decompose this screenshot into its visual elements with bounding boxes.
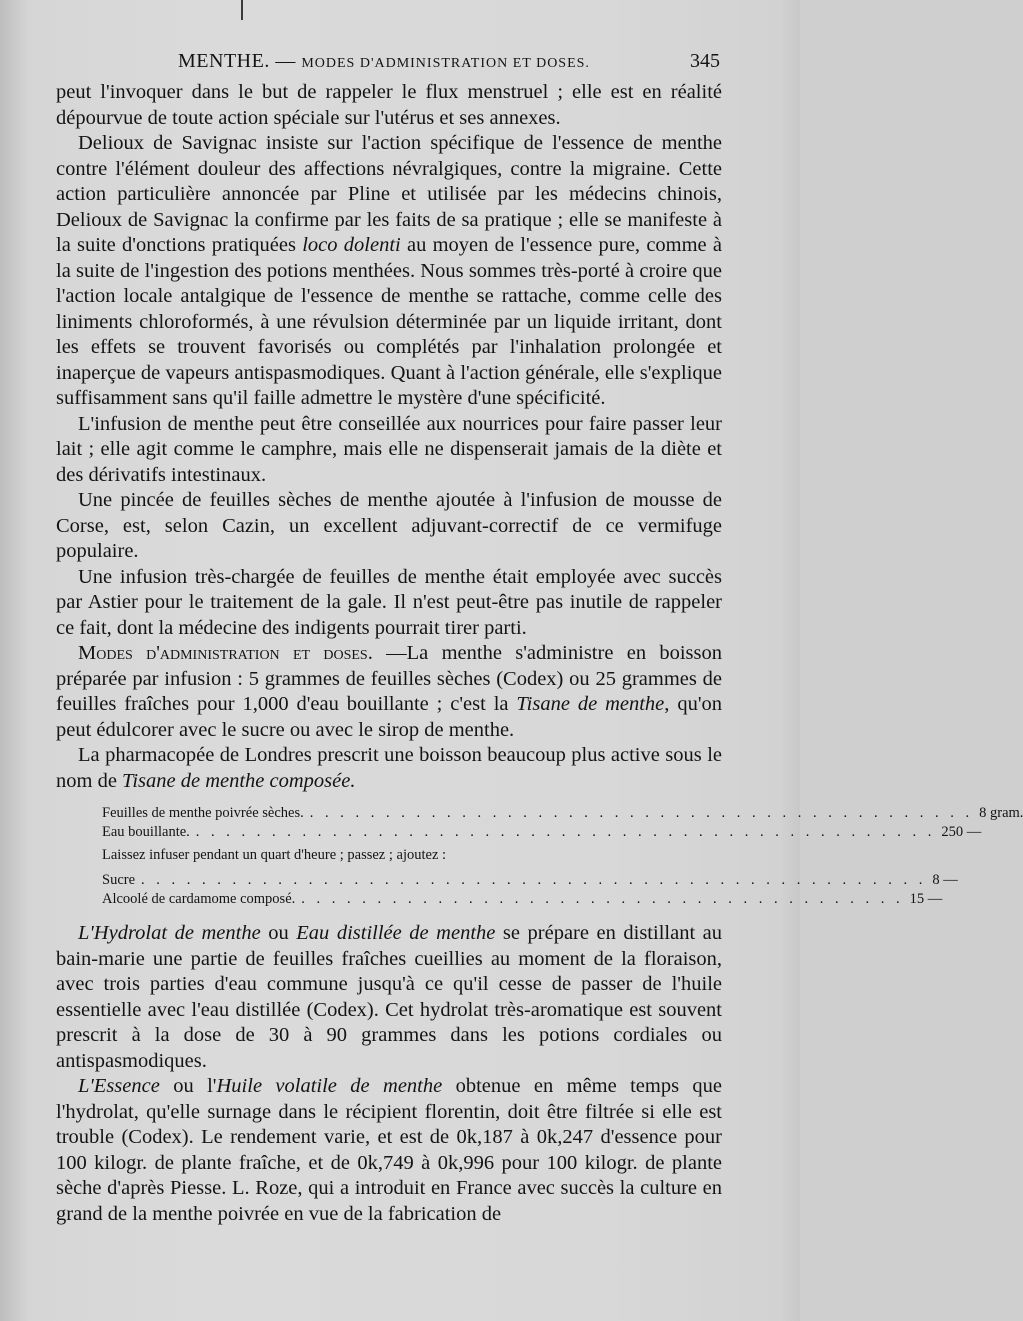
header-title: [178, 50, 590, 73]
recipe-item-label: Eau bouillante.: [102, 824, 190, 840]
paragraph-2-text-a: Delioux de Savignac insiste sur l'action spécifique de l'essence de menthe contre l'élément douleur des affections névralgiques, contre la migraine. Cette action particulière annoncée par Pline et utilisée par les médecins chinois, Delioux de Savignac la confirme par les faits de sa pratique ; elle se manifeste à la suite d'onctions pratiquées: [56, 132, 722, 256]
recipe-item-qty: 8 —: [932, 872, 958, 888]
italic-huile: Huile volatile de menthe: [216, 1075, 443, 1097]
recipe-item-qty: 15 —: [909, 891, 943, 907]
italic-l-2: L': [78, 1075, 94, 1097]
paragraph-1: peut l'invoquer dans le but de rappeler le flux menstruel ; elle est en réalité dépourvue de toute action spéciale sur l'utérus et ses annexes.: [56, 81, 722, 129]
italic-essence: Essence: [93, 1075, 160, 1097]
leader-dots: . . . . . . . . . . . . . . . . . . . . . . . . . . . . . . . . . . . . . . . . . . . . . . . . .: [195, 824, 936, 840]
recipe-item-qty: 8 gram.: [979, 805, 1023, 821]
header-title-main: MENTHE.: [178, 50, 270, 72]
paragraph-6-text-a: —La menthe s'administre en boisson préparée par infusion : 5 grammes de feuilles sèches (Codex) ou 25 grammes de feuilles fraîches pour 1,000 d'eau bouillante ; c'est la: [56, 642, 723, 715]
recipe-row: [102, 890, 943, 909]
recipe-row: [102, 871, 958, 890]
italic-eau-distillee: Eau distillée de menthe: [296, 922, 496, 944]
running-header: [60, 48, 720, 76]
paragraph-5: Une infusion très-chargée de feuilles de menthe était employée avec succès par Astier pour le traitement de la gale. Il n'est peut-être pas inutile de rappeler ce fait, dont la médecine des indigents pourrait tirer parti.: [56, 565, 722, 639]
paragraph-4: Une pincée de feuilles sèches de menthe ajoutée à l'infusion de mousse de Corse, est, selon Cazin, un excellent adjuvant-correctif de ce vermifuge populaire.: [56, 489, 722, 562]
paragraph-9-text: obtenue en même temps que l'hydrolat, qu'elle surnage dans le récipient florentin, doit être filtrée si elle est trouble (Codex). Le rendement varie, et est de 0k,187 à 0k,247 d'essence pour 100 kilogr. de plante fraîche, et de 0k,749 à 0k,996 pour 100 kilogr. de plante sèche d'après Piesse. L. Roze, qui a introduit en France avec succès la culture en grand de la menthe poivrée en vue de la fabrication de: [56, 1075, 723, 1225]
recipe-block: [102, 804, 1023, 909]
paragraph-7-text: La pharmacopée de Londres prescrit une boisson beaucoup plus active sous le nom de: [56, 744, 722, 792]
paragraph-9: [56, 1074, 722, 1227]
recipe-note: Laissez infuser pendant un quart d'heure ; passez ; ajoutez :: [102, 847, 447, 863]
word-ou-l: ou l': [173, 1075, 217, 1097]
recipe-item-qty: 250 —: [941, 824, 982, 840]
section-heading: Modes d'administration et doses.: [78, 642, 373, 664]
italic-l-1: L': [78, 922, 94, 944]
paragraph-7: [56, 743, 722, 794]
paragraph-6: [56, 641, 722, 743]
paragraph-2-text-b: au moyen de l'essence pure, comme à la suite de l'ingestion des potions menthées. Nous sommes très-porté à croire que l'action locale antalgique de l'essence de menthe se rattache, comme celle des liniments chloroformés, à une révulsion déterminée par un liquide irritant, dont les effets se trouvent favorisés ou complétés par l'inhalation prolongée et inaperçue de vapeurs antispasmodiques. Quant à l'action générale, elle s'explique suffisamment sans qu'il faille admettre le mystère d'une spécificité.: [56, 234, 723, 409]
header-title-sub: MODES D'ADMINISTRATION ET DOSES.: [301, 56, 590, 71]
page-fold-mark: [241, 0, 243, 20]
recipe-row: [102, 823, 982, 842]
italic-tisane-composee: Tisane de menthe composée.: [122, 769, 356, 792]
header-title-dash: —: [275, 50, 296, 72]
recipe-item-label: Feuilles de menthe poivrée sèches.: [102, 805, 304, 821]
recipe-item-label: Alcoolé de cardamome composé.: [102, 891, 296, 907]
leader-dots: . . . . . . . . . . . . . . . . . . . . . . . . . . . . . . . . . . . . . . . . . . . . . . . . . . . .: [141, 872, 927, 888]
paragraph-3: L'infusion de menthe peut être conseillée aux nourrices pour faire passer leur lait ; elle agit comme le camphre, mais elle ne dispenserait jamais de la diète et des dérivatifs intestinaux.: [56, 412, 722, 486]
leader-dots: . . . . . . . . . . . . . . . . . . . . . . . . . . . . . . . . . . . . . . . . . . . .: [309, 805, 974, 821]
page-body: [56, 80, 1023, 1227]
italic-loco-dolenti: loco dolenti: [302, 234, 401, 256]
paragraph-6-text-b: , qu'on peut édulcorer avec le sucre ou avec le sirop de menthe.: [56, 693, 723, 741]
italic-tisane-de-menthe: Tisane de menthe: [516, 693, 665, 715]
recipe-row: [102, 804, 1023, 823]
paragraph-8: [56, 921, 722, 1074]
leader-dots: . . . . . . . . . . . . . . . . . . . . . . . . . . . . . . . . . . . . . . . .: [301, 891, 904, 907]
word-ou: ou: [268, 922, 289, 944]
italic-hydrolat: Hydrolat de menthe: [93, 922, 261, 944]
recipe-item-label: Sucre: [102, 872, 136, 888]
paragraph-8-text: se prépare en distillant au bain-marie une partie de feuilles fraîches cueillies au moment de la floraison, avec trois parties d'eau commune jusqu'à ce qu'il cesse de passer de l'huile essentielle avec l'eau distillée (Codex). Cet hydrolat très-aromatique est souvent prescrit à la dose de 30 à 90 grammes dans les potions cordiales ou antispasmodiques.: [56, 922, 723, 1072]
page-number: 345: [690, 50, 720, 72]
paragraph-2: [56, 131, 722, 412]
